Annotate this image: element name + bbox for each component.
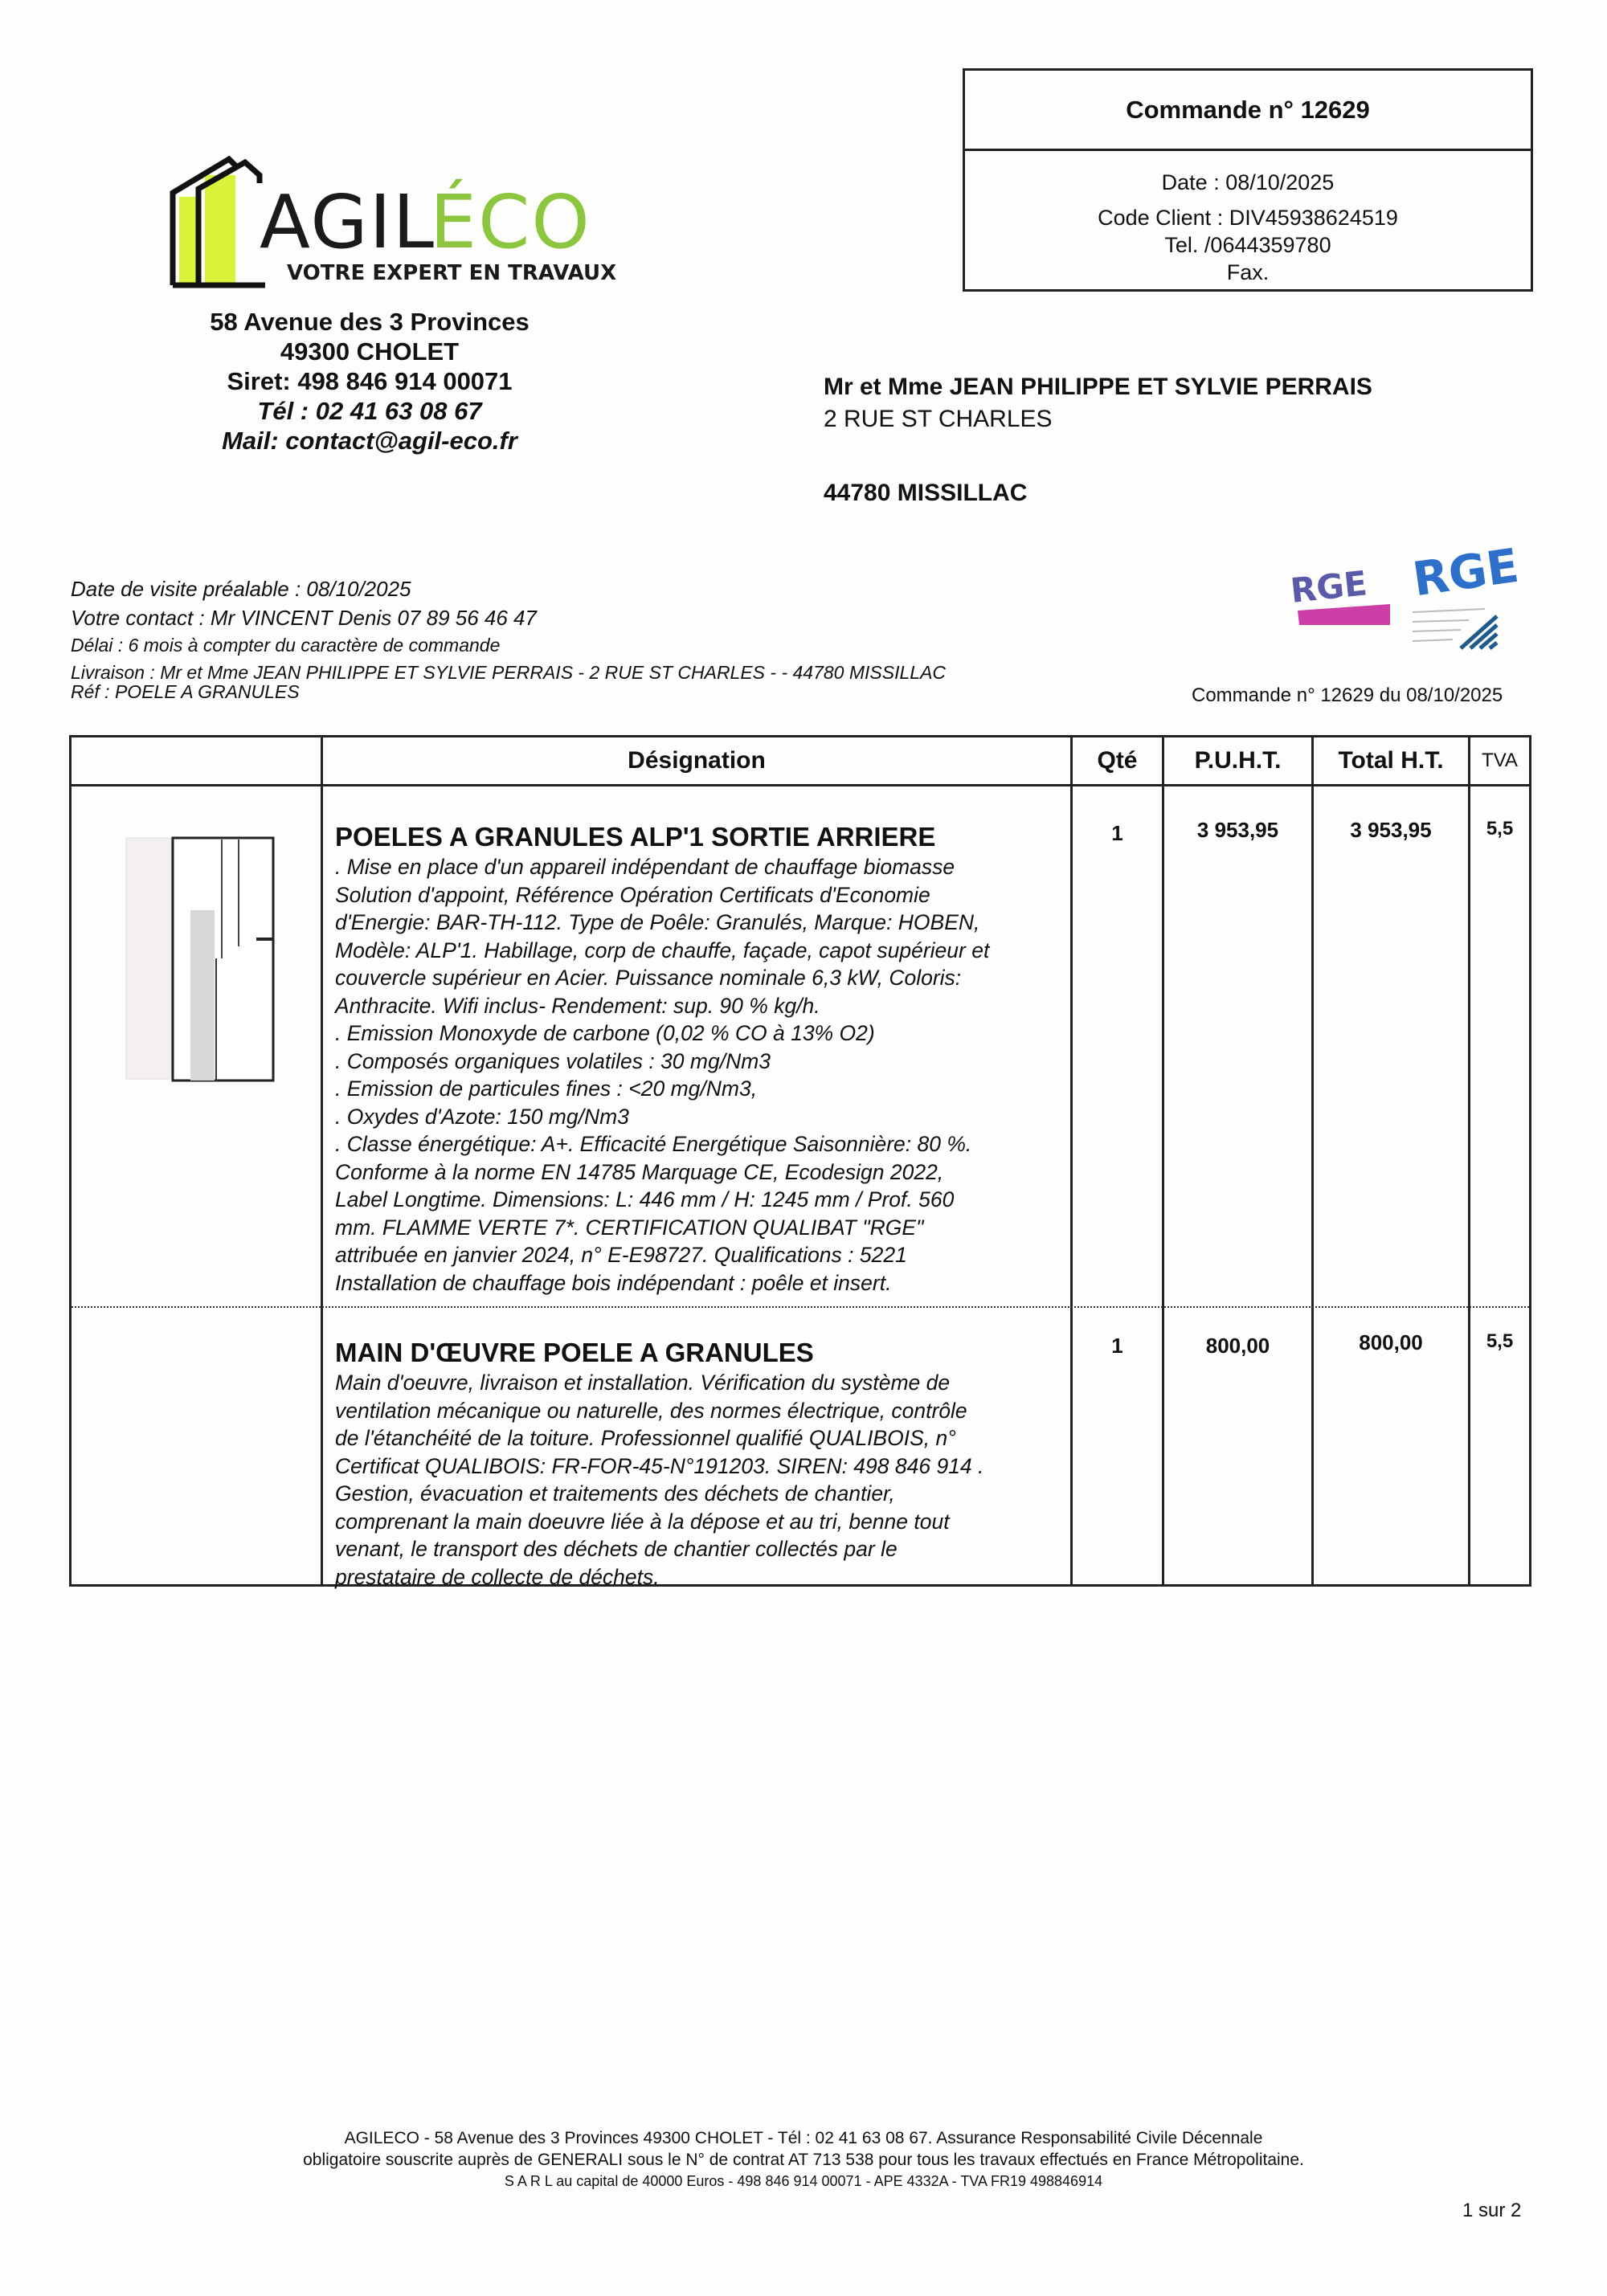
item-vat: 5,5 [1486,1330,1514,1352]
delay: Délai : 6 mois à compter du caractère de commande [71,635,501,656]
footer-line-1: AGILECO - 58 Avenue des 3 Provinces 49300 CHOLET - Tél : 02 41 63 08 67. Assurance Responsabilité Civile Décennale [344,2129,1263,2147]
items-table [69,735,1531,1587]
company-street: 58 Avenue des 3 Provinces [210,308,530,336]
client-fax: Fax. [1226,260,1270,284]
table-row [72,786,1529,1306]
item-title: POELES A GRANULES ALP'1 SORTIE ARRIERE [335,822,936,852]
company-siret: Siret: 498 846 914 00071 [227,367,513,395]
order-date: Date : 08/10/2025 [1161,170,1335,194]
client-code: Code Client : DIV45938624519 [1098,206,1398,230]
logo-text-dark: AGIL [260,179,435,265]
rge-badge-1 [1290,562,1394,627]
house-logo-icon [165,153,631,289]
item-vat: 5,5 [1486,818,1514,840]
client-city: 44780 MISSILLAC [824,480,1028,506]
page-number: 1 sur 2 [1462,2200,1522,2221]
footer-line-2: obligatoire souscrite auprès de GENERALI sous le N° de contrat AT 713 538 pour tous les travaux effectués en France Métropolitaine. [303,2151,1304,2169]
header-qty: Qté [1097,747,1138,774]
client-address [824,371,1372,509]
header-designation: Désignation [628,747,766,774]
legal-footer [0,2127,1607,2192]
delivery: Livraison : Mr et Mme JEAN PHILIPPE ET SYLVIE PERRAIS - 2 RUE ST CHARLES - - 44780 MISSILLAC [71,662,947,683]
footer-line-3: S A R L au capital de 40000 Euros - 498 846 914 00071 - APE 4332A - TVA FR19 498846914 [504,2173,1103,2189]
header-total: Total H.T. [1338,747,1444,774]
item-total: 3 953,95 [1350,818,1432,842]
contact: Votre contact : Mr VINCENT Denis 07 89 56 46 47 [71,606,537,630]
rge-badge-2 [1409,537,1523,652]
logo-text-green: ÉCO [430,179,591,265]
reference: Réf : POELE A GRANULES [71,681,300,702]
rge-logo-icon [1290,562,1394,627]
company-address [177,307,562,456]
rge-logo-icon [1409,537,1523,652]
item-qty: 1 [1111,821,1123,845]
visit-date: Date de visite préalable : 08/10/2025 [71,577,411,601]
table-row [72,1308,1529,1589]
item-title: MAIN D'ŒUVRE POELE A GRANULES [335,1338,814,1367]
svg-text:RGE: RGE [1288,563,1369,611]
company-city: 49300 CHOLET [280,337,460,366]
header-vat: TVA [1482,750,1518,771]
order-title: Commande n° 12629 [965,71,1531,151]
item-qty: 1 [1111,1334,1123,1358]
item-unit-price: 800,00 [1205,1334,1270,1358]
company-logo [165,153,631,289]
item-total: 800,00 [1359,1330,1423,1354]
order-reference: Commande n° 12629 du 08/10/2025 [1192,684,1503,706]
item-description: . Mise en place d'un appareil indépendant de chauffage biomasse Solution d'appoint, Référence Opération Certificats d'Economie d'Energie: BAR-TH-112. Type de Poêle: Granulés, Marque: HOBEN, Modèle: ALP'1. Habillage, corp de chauffe, façade, capot supérieur et couvercle supérieur en Acier. Puissance nominale 6,3 kW, Coloris: Anthracite. Wifi inclus- Rendement: sup. 90 % kg/h. . Emission Monoxyde de carbone (0,02 % CO à 13% O2) . Composés organiques volatiles : 30 mg/Nm3 . Emission de particules fines : <20 mg/Nm3, . Oxydes d'Azote: 150 mg/Nm3 . Classe énergétique: A+. Efficacité Energétique Saisonnière: 80 %. Conforme à la norme EN 14785 Marquage CE, Ecodesign 2022, Label Longtime. Dimensions: L: 446 mm / H: 1245 mm / Prof. 560 mm. FLAMME VERTE 7*. CERTIFICATION QUALIBAT "RGE" attribuée en janvier 2024, n° E-E98727. Qualifications : 5221 Installation de chauffage bois indépendant : poêle et insert. [335,855,990,1295]
client-tel: Tel. /0644359780 [1164,233,1331,257]
item-description: Main d'oeuvre, livraison et installation. Vérification du système de ventilation mécanique ou naturelle, des normes électrique, contrôle de l'étanchéité de la toiture. Professionnel qualifié QUALIBOIS, n° Certificat QUALIBOIS: FR-FOR-45-N°191203. SIREN: 498 846 914 . Gestion, évacuation et traitements des déchets de chantier, comprenant la main doeuvre liée à la dépose et au tri, benne tout venant, le transport des déchets de chantier collectés par le prestataire de collecte de déchets. [335,1371,984,1589]
header-unit-price: P.U.H.T. [1194,747,1282,774]
svg-text:RGE: RGE [1409,537,1523,607]
stove-image-icon [126,838,276,1087]
order-info [71,574,946,701]
company-mail: Mail: contact@agil-eco.fr [222,427,517,455]
item-unit-price: 3 953,95 [1196,818,1279,842]
client-name: Mr et Mme JEAN PHILIPPE ET SYLVIE PERRAIS [824,374,1372,400]
order-box [963,68,1533,292]
client-street: 2 RUE ST CHARLES [824,406,1053,432]
product-image [126,838,276,1087]
company-phone: Tél : 02 41 63 08 67 [257,397,482,425]
logo-tagline: VOTRE EXPERT EN TRAVAUX [287,261,617,285]
